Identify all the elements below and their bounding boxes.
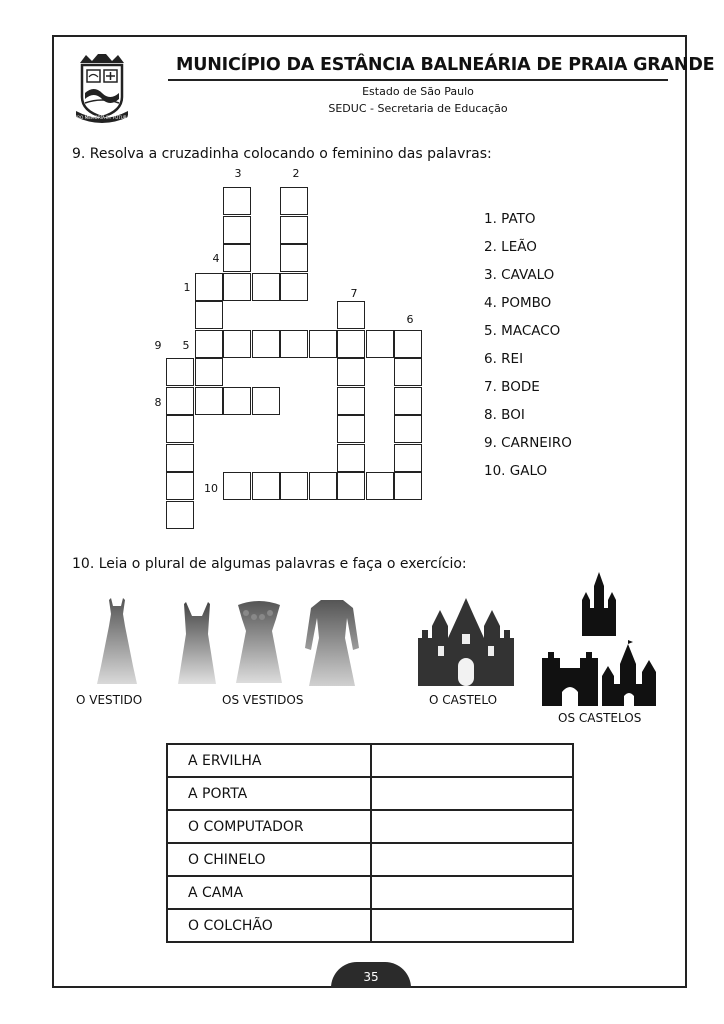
clue-item: 4. POMBO <box>484 295 552 311</box>
word-cell: O COLCHÃO <box>167 909 371 942</box>
table-row <box>167 876 573 909</box>
word-cell: A CAMA <box>167 876 371 909</box>
svg-text:PRO MEMORIA ET FUTURA: PRO MEMORIA ET FUTURA <box>74 115 130 120</box>
crossword-cell[interactable] <box>337 415 365 443</box>
crossword-cell[interactable] <box>337 472 365 500</box>
crossword-cell[interactable] <box>280 244 308 272</box>
crossword-cell[interactable] <box>223 244 251 272</box>
clue-item: 8. BOI <box>484 407 525 423</box>
crossword-number: 7 <box>350 287 358 300</box>
crossword-cell[interactable] <box>166 444 194 472</box>
crossword-cell[interactable] <box>195 387 223 415</box>
municipality-title: MUNICÍPIO DA ESTÂNCIA BALNEÁRIA DE PRAIA GRANDE <box>176 55 715 75</box>
table-row <box>167 810 573 843</box>
crossword-number: 4 <box>212 252 220 265</box>
answer-cell[interactable] <box>371 777 573 810</box>
crossword-number: 3 <box>234 167 242 180</box>
crossword-cell[interactable] <box>337 444 365 472</box>
page-number: 35 <box>331 962 411 988</box>
dress-icon <box>95 596 139 686</box>
crossword-number: 9 <box>154 339 162 352</box>
crossword-cell[interactable] <box>394 415 422 443</box>
crossword-cell[interactable] <box>394 387 422 415</box>
crossword-cell[interactable] <box>252 330 280 358</box>
crossword-cell[interactable] <box>366 330 394 358</box>
department-name: SEDUC - Secretaria de Educação <box>328 102 508 115</box>
crossword-cell[interactable] <box>394 444 422 472</box>
crossword-cell[interactable] <box>195 358 223 386</box>
crossword-cell[interactable] <box>280 330 308 358</box>
answer-cell[interactable] <box>371 876 573 909</box>
table-row <box>167 843 573 876</box>
caption-singular-dress: O VESTIDO <box>76 693 143 707</box>
crossword-cell[interactable] <box>337 358 365 386</box>
crossword-cell[interactable] <box>166 501 194 529</box>
crossword-cell[interactable] <box>309 330 337 358</box>
crossword-cell[interactable] <box>394 330 422 358</box>
clue-item: 2. LEÃO <box>484 239 537 255</box>
crossword-number: 10 <box>204 482 218 495</box>
crossword-cell[interactable] <box>166 415 194 443</box>
crossword-number: 5 <box>182 339 190 352</box>
crossword-cell[interactable] <box>223 187 251 215</box>
exercise-9-prompt: 9. Resolva a cruzadinha colocando o feminino das palavras: <box>72 146 492 162</box>
caption-singular-castle: O CASTELO <box>429 693 498 707</box>
crossword-cell[interactable] <box>166 472 194 500</box>
crossword-cell[interactable] <box>252 273 280 301</box>
castle-icon <box>602 640 658 706</box>
state-name: Estado de São Paulo <box>362 85 474 98</box>
crossword-cell[interactable] <box>223 216 251 244</box>
table-row <box>167 744 573 777</box>
plural-exercise-table <box>166 743 574 943</box>
crossword-cell[interactable] <box>195 330 223 358</box>
dress-icon <box>232 597 286 687</box>
crossword-cell[interactable] <box>195 273 223 301</box>
title-underline <box>168 79 668 81</box>
crossword-cell[interactable] <box>394 472 422 500</box>
crossword-cell[interactable] <box>280 273 308 301</box>
word-cell: A ERVILHA <box>167 744 371 777</box>
crossword-cell[interactable] <box>337 387 365 415</box>
answer-cell[interactable] <box>371 744 573 777</box>
city-crest-logo <box>74 53 130 123</box>
exercise-10-prompt: 10. Leia o plural de algumas palavras e faça o exercício: <box>72 556 467 572</box>
table-row <box>167 909 573 942</box>
clue-item: 9. CARNEIRO <box>484 435 572 451</box>
caption-plural-castle: OS CASTELOS <box>558 711 642 725</box>
crossword-number: 6 <box>406 313 414 326</box>
clue-item: 3. CAVALO <box>484 267 555 283</box>
crossword-cell[interactable] <box>337 330 365 358</box>
caption-plural-dress: OS VESTIDOS <box>222 693 304 707</box>
crossword-cell[interactable] <box>280 187 308 215</box>
crossword-cell[interactable] <box>309 472 337 500</box>
crossword-cell[interactable] <box>252 472 280 500</box>
crossword-cell[interactable] <box>337 301 365 329</box>
dress-icon <box>303 598 361 688</box>
clue-item: 6. REI <box>484 351 524 367</box>
clue-item: 1. PATO <box>484 211 536 227</box>
crossword-cell[interactable] <box>223 330 251 358</box>
crossword-number: 8 <box>154 396 162 409</box>
answer-cell[interactable] <box>371 810 573 843</box>
castle-icon <box>542 648 598 706</box>
table-row <box>167 777 573 810</box>
castle-icon <box>418 598 514 688</box>
crossword-cell[interactable] <box>394 358 422 386</box>
crossword-cell[interactable] <box>223 273 251 301</box>
clue-item: 5. MACACO <box>484 323 561 339</box>
word-cell: A PORTA <box>167 777 371 810</box>
crossword-cell[interactable] <box>280 472 308 500</box>
crossword-cell[interactable] <box>166 387 194 415</box>
crossword-cell[interactable] <box>166 358 194 386</box>
crossword-number: 1 <box>183 281 191 294</box>
crossword-cell[interactable] <box>280 216 308 244</box>
clue-item: 7. BODE <box>484 379 540 395</box>
crossword-cell[interactable] <box>195 301 223 329</box>
crossword-number: 2 <box>292 167 300 180</box>
dress-icon <box>176 600 218 686</box>
crossword-cell[interactable] <box>252 387 280 415</box>
crossword-cell[interactable] <box>223 472 251 500</box>
word-cell: O CHINELO <box>167 843 371 876</box>
answer-cell[interactable] <box>371 843 573 876</box>
clue-item: 10. GALO <box>484 463 548 479</box>
crossword-cell[interactable] <box>223 387 251 415</box>
answer-cell[interactable] <box>371 909 573 942</box>
crossword-cell[interactable] <box>366 472 394 500</box>
word-cell: O COMPUTADOR <box>167 810 371 843</box>
castle-icon <box>578 572 620 636</box>
